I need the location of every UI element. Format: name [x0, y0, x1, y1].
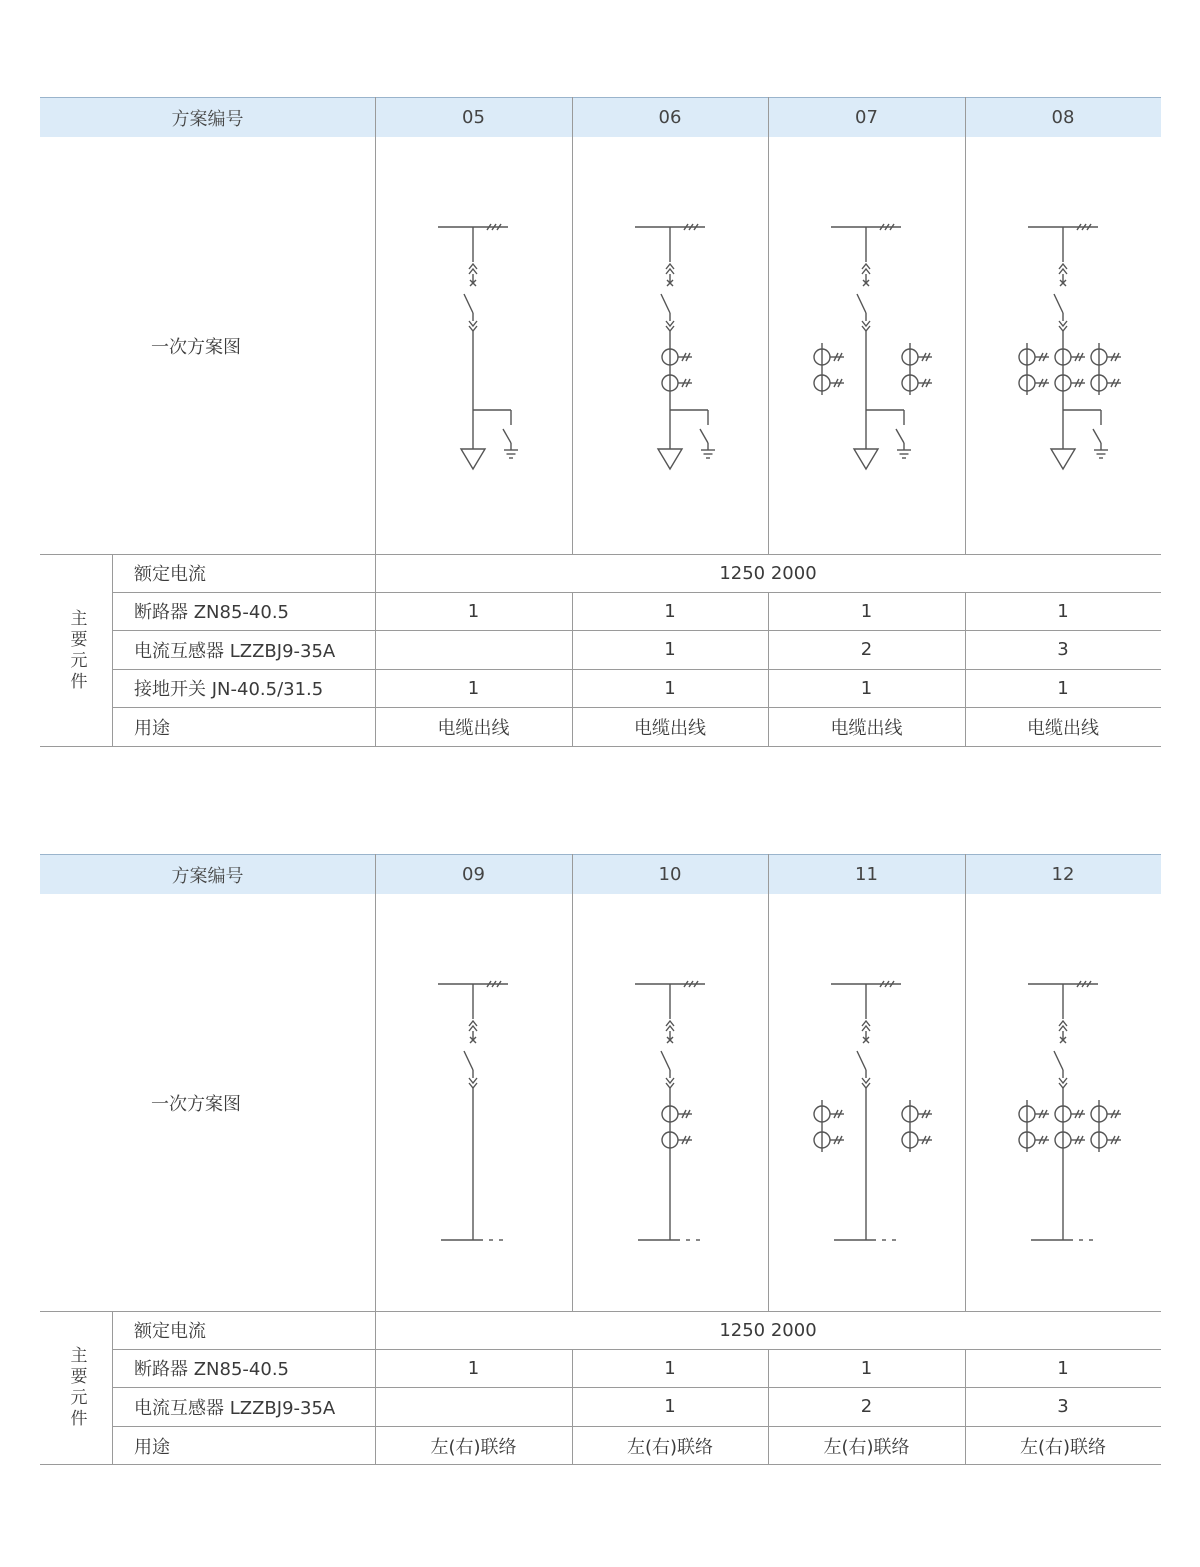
row-value: 1 [860, 1357, 873, 1379]
diagram-label: 一次方案图 [151, 1093, 241, 1115]
cable-termination-icon [658, 449, 682, 469]
breaker-row [40, 592, 1161, 630]
row-value: 1 [1057, 1357, 1069, 1379]
usage-row [40, 1426, 1161, 1465]
plug-contact-icon [666, 1078, 674, 1083]
header-col-1: 09 [462, 864, 485, 885]
row-value: 1 [664, 677, 676, 699]
row-value [375, 1387, 572, 1426]
row-value: 电缆出线 [437, 718, 510, 739]
table-header [40, 97, 1161, 137]
row-label: 用途 [134, 718, 170, 739]
grid-line [572, 854, 573, 1311]
row-value: 左(右)联络 [430, 1436, 517, 1458]
grid-line [40, 554, 1161, 555]
row-value: 1 [1057, 600, 1069, 622]
grid-line [112, 1387, 1161, 1388]
group-label-text: 主要元件 [66, 608, 87, 693]
header-col-4: 08 [1051, 107, 1075, 128]
header-col-2: 06 [658, 107, 682, 128]
grid-line [40, 1464, 1161, 1465]
row-label: 断路器 ZN85-40.5 [134, 602, 289, 623]
header-col-1: 05 [462, 107, 485, 128]
earth-switch-row [40, 669, 1161, 707]
diagram-07 [814, 224, 932, 469]
switch-blade-icon [464, 294, 473, 313]
row-value: 2 [860, 1396, 873, 1417]
plug-contact-icon [1059, 269, 1067, 274]
row-value: 1 [1057, 677, 1069, 699]
row-value: 电缆出线 [830, 718, 903, 739]
grid-line [112, 1349, 1161, 1350]
row-value: 1 [664, 639, 676, 660]
plug-contact-icon [862, 321, 870, 326]
row-value: 左(右)联络 [1019, 1436, 1107, 1458]
row-label: 电流互感器 LZZBJ9-35A [134, 640, 336, 662]
switch-blade-icon [661, 1051, 670, 1070]
header-label: 方案编号 [171, 108, 244, 130]
grid-line [112, 1311, 113, 1465]
row-value [375, 630, 572, 669]
diagram-05 [438, 224, 518, 469]
plug-contact-icon [666, 1026, 674, 1031]
plug-contact-icon [666, 269, 674, 274]
grid-line [572, 1349, 573, 1465]
grid-line [112, 554, 113, 747]
row-value: 1 [467, 600, 480, 622]
grid-line [112, 1426, 1161, 1427]
grid-line [112, 707, 1161, 708]
grid-line [40, 1311, 1161, 1312]
plug-contact-icon [469, 321, 477, 326]
header-col-2: 10 [658, 864, 682, 885]
header-col-3: 07 [855, 107, 878, 128]
earth-switch-blade-icon [700, 429, 708, 443]
row-value: 左(右)联络 [626, 1436, 714, 1458]
header-col-4: 12 [1051, 864, 1075, 885]
ct-row [40, 1387, 1161, 1426]
plug-contact-icon [469, 269, 477, 274]
grid-line [965, 97, 966, 554]
switch-blade-icon [464, 1051, 473, 1070]
diagram-08 [1019, 224, 1121, 469]
row-value: 左(右)联络 [823, 1436, 910, 1458]
switch-blade-icon [1054, 294, 1063, 313]
row-value: 1 [664, 1396, 676, 1417]
plug-contact-icon [469, 1078, 477, 1083]
grid-line [965, 1349, 966, 1465]
row-label: 额定电流 [134, 1321, 206, 1342]
row-value: 1 [860, 600, 873, 622]
earth-switch-blade-icon [1093, 429, 1101, 443]
diagram-10 [635, 981, 705, 1240]
switch-blade-icon [661, 294, 670, 313]
cable-termination-icon [854, 449, 878, 469]
rated-current-row [40, 1311, 1161, 1349]
row-value: 1 [467, 1357, 480, 1379]
grid-line [768, 1349, 769, 1465]
grid-line [965, 854, 966, 1311]
usage-row [40, 707, 1161, 747]
plug-contact-icon [1059, 1026, 1067, 1031]
diagram-09 [438, 981, 508, 1240]
row-label: 电流互感器 LZZBJ9-35A [134, 1397, 336, 1419]
plug-contact-icon [862, 1026, 870, 1031]
row-value: 1 [664, 600, 676, 622]
grid-line [112, 592, 1161, 593]
ct-row [40, 630, 1161, 669]
row-label: 断路器 ZN85-40.5 [134, 1359, 289, 1380]
grid-line [112, 669, 1161, 670]
row-value: 2 [860, 639, 873, 660]
header-col-3: 11 [855, 864, 878, 885]
rated-current-value: 1250 2000 [719, 1319, 817, 1341]
grid-line [375, 97, 376, 747]
diagram-11 [814, 981, 932, 1240]
switch-blade-icon [857, 1051, 866, 1070]
row-value: 3 [1057, 639, 1069, 660]
cable-termination-icon [461, 449, 485, 469]
row-value: 1 [860, 677, 873, 699]
header-label: 方案编号 [171, 865, 244, 887]
row-value: 1 [467, 677, 480, 699]
earth-switch-blade-icon [896, 429, 904, 443]
grid-line [112, 630, 1161, 631]
rated-current-row [40, 554, 1161, 592]
grid-line [572, 97, 573, 554]
grid-line [40, 746, 1161, 747]
plug-contact-icon [862, 269, 870, 274]
diagram-06 [635, 224, 715, 469]
plug-contact-icon [469, 1026, 477, 1031]
switch-blade-icon [857, 294, 866, 313]
grid-line [768, 854, 769, 1311]
grid-line [768, 97, 769, 554]
diagram-label: 一次方案图 [151, 336, 241, 358]
plug-contact-icon [1059, 321, 1067, 326]
row-value: 1 [664, 1357, 676, 1379]
row-label: 用途 [134, 1436, 170, 1458]
row-value: 电缆出线 [1027, 718, 1099, 739]
row-value: 电缆出线 [634, 718, 706, 739]
plug-contact-icon [666, 321, 674, 326]
group-label-text: 主要元件 [66, 1346, 87, 1430]
row-label: 额定电流 [134, 564, 206, 585]
switch-blade-icon [1054, 1051, 1063, 1070]
grid-line [375, 854, 376, 1465]
breaker-row [40, 1349, 1161, 1387]
plug-contact-icon [862, 1078, 870, 1083]
earth-switch-blade-icon [503, 429, 511, 443]
row-label: 接地开关 JN-40.5/31.5 [134, 679, 324, 700]
row-value: 3 [1057, 1396, 1069, 1417]
cable-termination-icon [1051, 449, 1075, 469]
rated-current-value: 1250 2000 [719, 562, 817, 584]
table-header [40, 854, 1161, 894]
diagram-12 [1019, 981, 1121, 1240]
plug-contact-icon [1059, 1078, 1067, 1083]
